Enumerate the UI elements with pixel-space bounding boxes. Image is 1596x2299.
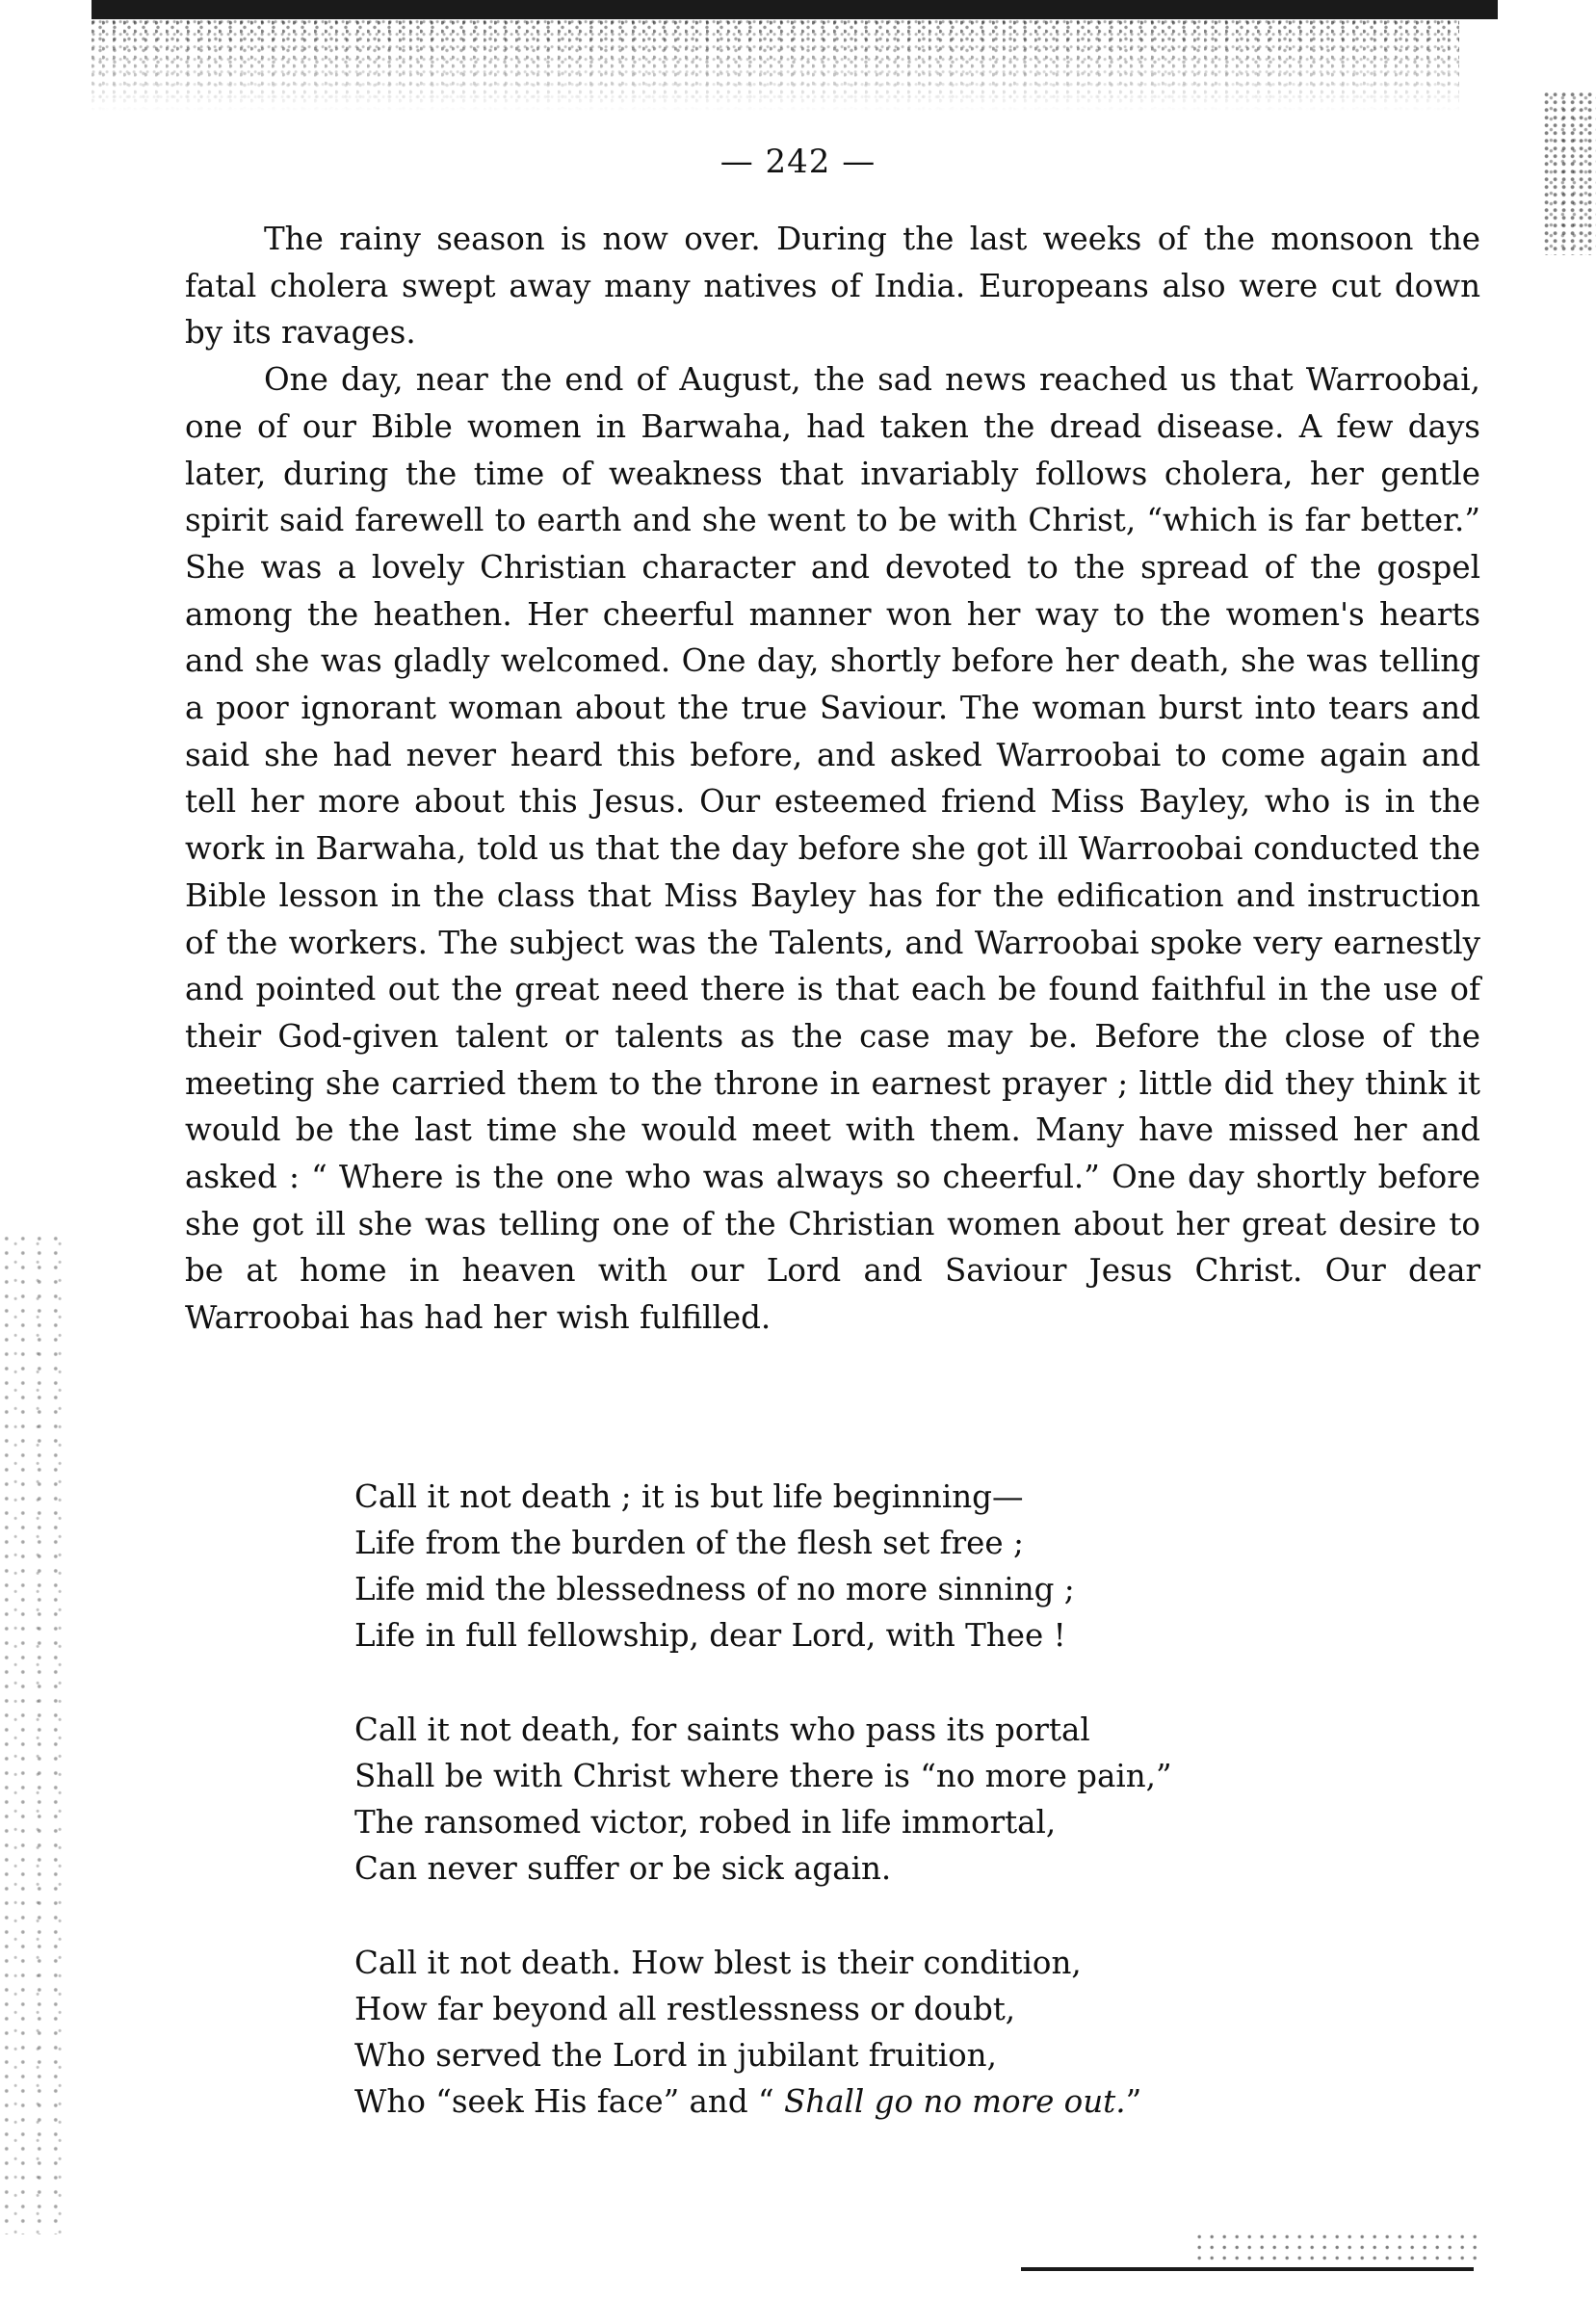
poem-stanza bbox=[354, 1940, 1414, 2125]
article-body bbox=[185, 216, 1480, 1342]
poem-stanza bbox=[354, 1707, 1414, 1892]
poem bbox=[354, 1474, 1414, 2173]
poem-line: Who served the Lord in jubilant fruition, bbox=[354, 2037, 997, 2074]
poem-line-suffix: ” bbox=[1125, 2083, 1142, 2120]
poem-final-line bbox=[354, 2078, 1414, 2125]
poem-line: Call it not death. How blest is their condition, bbox=[354, 1945, 1082, 1981]
poem-line: How far beyond all restlessness or doubt, bbox=[354, 1991, 1016, 2027]
page-number: — 242 — bbox=[720, 143, 876, 181]
poem-line: Call it not death ; it is but life beginning— bbox=[354, 1478, 1024, 1515]
poem-line: Life from the burden of the flesh set free ; bbox=[354, 1525, 1024, 1561]
poem-line-prefix: Who “seek His face” and “ bbox=[354, 2083, 784, 2120]
top-border-rule bbox=[92, 0, 1498, 19]
poem-line: Life mid the blessedness of no more sinning ; bbox=[354, 1571, 1075, 1607]
paragraph: The rainy season is now over. During the last weeks of the monsoon the fatal cholera swept away many natives of India. Europeans also were cut down by its ravages. bbox=[185, 221, 1480, 352]
poem-line: Life in full fellowship, dear Lord, with Thee ! bbox=[354, 1617, 1066, 1654]
poem-line: Call it not death, for saints who pass its portal bbox=[354, 1711, 1090, 1748]
poem-stanza bbox=[354, 1474, 1414, 1659]
scan-noise-bottom bbox=[1194, 2233, 1483, 2265]
paragraph: One day, near the end of August, the sad news reached us that Warroobai, one of our Bible women in Barwaha, had taken the dread disease. A few days later, during the time of weakness that invariably follows cholera, her gentle spirit said farewell to earth and she went to be with Christ, “which is far better.” She was a lovely Christian character and devoted to the spread of the gospel among the heathen. Her cheerful manner won her way to the women's hearts and she was gladly welcomed. One day, shortly before her death, she was telling a poor ignorant woman about the true Saviour. The woman burst into tears and said she had never heard this before, and asked Warroobai to come again and tell her more about this Jesus. Our esteemed friend Miss Bayley, who is in the work in Barwaha, told us that the day before she got ill Warroobai conducted the Bible lesson in the class that Miss Bayley has for the edification and instruction of the workers. The subject was the Talents, and Warroobai spoke very earnestly and pointed out the great need there is that each be found faithful in the use of their God-given talent or talents as the case may be. Before the close of the meeting she carried them to the throne in earnest prayer ; little did they think it would be the last time she would meet with them. Many have missed her and asked : “ Where is the one who was always so cheerful.” One day shortly before she got ill she was telling one of the Christian women about her great desire to be at home in heaven with our Lord and Saviour Jesus Christ. Our dear Warroobai has had her wish fulfilled. bbox=[185, 361, 1480, 1337]
scan-noise-top bbox=[92, 19, 1459, 111]
poem-line: The ransomed victor, robed in life immortal, bbox=[354, 1804, 1057, 1841]
bottom-border-rule bbox=[1021, 2267, 1474, 2271]
poem-line: Shall be with Christ where there is “no more pain,” bbox=[354, 1758, 1172, 1794]
poem-line-italic: Shall go no more out. bbox=[783, 2083, 1126, 2120]
scan-noise-left bbox=[0, 1233, 63, 2234]
poem-line: Can never suffer or be sick again. bbox=[354, 1850, 892, 1887]
